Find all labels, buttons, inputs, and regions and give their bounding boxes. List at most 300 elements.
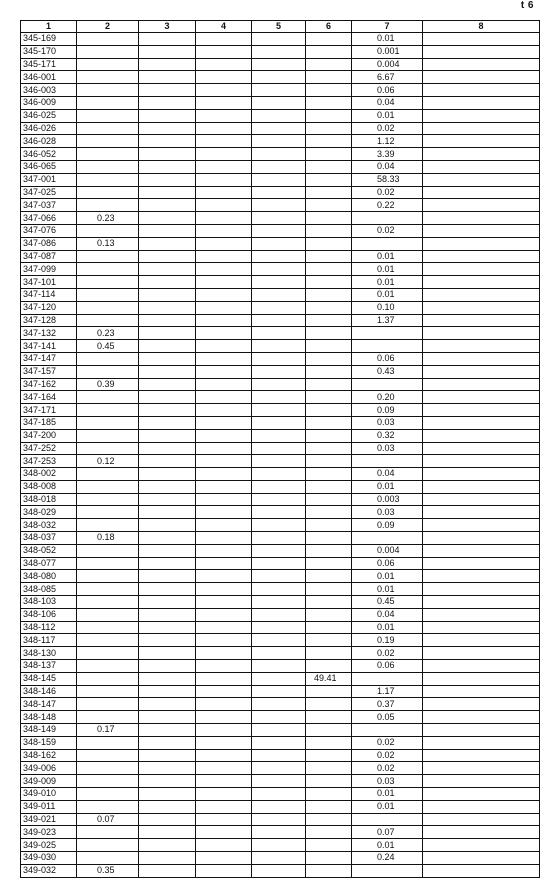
table-cell-col-6 bbox=[306, 263, 352, 276]
table-cell-col-6 bbox=[306, 429, 352, 442]
table-cell-col-8 bbox=[423, 45, 540, 58]
table-cell-col-3 bbox=[139, 58, 196, 71]
table-cell-col-5 bbox=[252, 45, 306, 58]
table-cell-col-3 bbox=[139, 340, 196, 353]
table-cell-col-4 bbox=[196, 864, 252, 877]
table-cell-col-4 bbox=[196, 749, 252, 762]
page-reference: t 6 bbox=[520, 0, 534, 11]
table-row bbox=[21, 71, 540, 84]
table-cell-col-3 bbox=[139, 71, 196, 84]
table-row bbox=[21, 33, 540, 46]
table-cell-col-3 bbox=[139, 570, 196, 583]
table-cell-col-4 bbox=[196, 314, 252, 327]
table-cell-col-6 bbox=[306, 493, 352, 506]
table-cell-col-1: 348-080 bbox=[21, 570, 77, 583]
table-row bbox=[21, 634, 540, 647]
table-cell-col-6 bbox=[306, 148, 352, 161]
table-row bbox=[21, 647, 540, 660]
table-cell-col-5 bbox=[252, 416, 306, 429]
table-cell-col-5 bbox=[252, 288, 306, 301]
table-cell-col-5 bbox=[252, 762, 306, 775]
table-cell-col-6 bbox=[306, 250, 352, 263]
table-cell-col-7: 0.01 bbox=[352, 621, 423, 634]
table-row bbox=[21, 314, 540, 327]
table-cell-col-5 bbox=[252, 455, 306, 468]
table-cell-col-5 bbox=[252, 544, 306, 557]
table-cell-col-3 bbox=[139, 314, 196, 327]
table-cell-col-4 bbox=[196, 276, 252, 289]
table-cell-col-8 bbox=[423, 148, 540, 161]
table-cell-col-7 bbox=[352, 813, 423, 826]
table-row bbox=[21, 250, 540, 263]
table-cell-col-1: 347-253 bbox=[21, 455, 77, 468]
table-cell-col-3 bbox=[139, 724, 196, 737]
table-cell-col-7: 0.03 bbox=[352, 442, 423, 455]
table-row bbox=[21, 327, 540, 340]
table-cell-col-6: 49.41 bbox=[306, 672, 352, 685]
table-cell-col-6 bbox=[306, 660, 352, 673]
table-cell-col-7: 0.04 bbox=[352, 160, 423, 173]
table-cell-col-8 bbox=[423, 852, 540, 865]
table-cell-col-5 bbox=[252, 493, 306, 506]
table-row bbox=[21, 148, 540, 161]
table-row bbox=[21, 224, 540, 237]
table-cell-col-3 bbox=[139, 532, 196, 545]
table-cell-col-1: 347-141 bbox=[21, 340, 77, 353]
table-cell-col-5 bbox=[252, 864, 306, 877]
table-cell-col-1: 348-085 bbox=[21, 583, 77, 596]
table-cell-col-1: 349-030 bbox=[21, 852, 77, 865]
col-header-5: 5 bbox=[252, 21, 306, 33]
table-cell-col-3 bbox=[139, 711, 196, 724]
table-cell-col-7: 0.04 bbox=[352, 608, 423, 621]
table-row bbox=[21, 749, 540, 762]
table-cell-col-5 bbox=[252, 442, 306, 455]
table-cell-col-4 bbox=[196, 544, 252, 557]
table-cell-col-8 bbox=[423, 711, 540, 724]
table-cell-col-2 bbox=[77, 186, 139, 199]
table-cell-col-3 bbox=[139, 391, 196, 404]
table-cell-col-3 bbox=[139, 109, 196, 122]
table-cell-col-3 bbox=[139, 480, 196, 493]
table-cell-col-6 bbox=[306, 711, 352, 724]
table-body bbox=[21, 33, 540, 878]
table-cell-col-6 bbox=[306, 724, 352, 737]
table-cell-col-1: 346-028 bbox=[21, 135, 77, 148]
table-cell-col-1: 348-146 bbox=[21, 685, 77, 698]
table-cell-col-6 bbox=[306, 864, 352, 877]
table-cell-col-1: 347-162 bbox=[21, 378, 77, 391]
table-cell-col-3 bbox=[139, 685, 196, 698]
table-cell-col-5 bbox=[252, 429, 306, 442]
table-cell-col-5 bbox=[252, 96, 306, 109]
table-cell-col-1: 349-025 bbox=[21, 839, 77, 852]
table-row bbox=[21, 788, 540, 801]
table-cell-col-2 bbox=[77, 826, 139, 839]
table-cell-col-2 bbox=[77, 224, 139, 237]
table-cell-col-6 bbox=[306, 685, 352, 698]
table-cell-col-3 bbox=[139, 864, 196, 877]
table-row bbox=[21, 621, 540, 634]
table-cell-col-5 bbox=[252, 621, 306, 634]
table-cell-col-5 bbox=[252, 532, 306, 545]
table-row bbox=[21, 583, 540, 596]
table-cell-col-8 bbox=[423, 109, 540, 122]
table-cell-col-1: 348-162 bbox=[21, 749, 77, 762]
table-cell-col-4 bbox=[196, 839, 252, 852]
table-cell-col-7: 0.32 bbox=[352, 429, 423, 442]
table-cell-col-5 bbox=[252, 391, 306, 404]
table-cell-col-3 bbox=[139, 442, 196, 455]
table-row bbox=[21, 775, 540, 788]
table-cell-col-1: 349-009 bbox=[21, 775, 77, 788]
table-cell-col-4 bbox=[196, 288, 252, 301]
table-cell-col-2 bbox=[77, 749, 139, 762]
table-cell-col-6 bbox=[306, 327, 352, 340]
table-cell-col-5 bbox=[252, 58, 306, 71]
table-cell-col-4 bbox=[196, 532, 252, 545]
table-cell-col-5 bbox=[252, 186, 306, 199]
table-cell-col-5 bbox=[252, 84, 306, 97]
table-cell-col-1: 348-077 bbox=[21, 557, 77, 570]
table-cell-col-6 bbox=[306, 634, 352, 647]
table-cell-col-6 bbox=[306, 45, 352, 58]
table-row bbox=[21, 301, 540, 314]
table-cell-col-3 bbox=[139, 519, 196, 532]
table-cell-col-7: 0.10 bbox=[352, 301, 423, 314]
table-cell-col-6 bbox=[306, 839, 352, 852]
table-cell-col-2 bbox=[77, 480, 139, 493]
table-cell-col-3 bbox=[139, 608, 196, 621]
table-cell-col-2: 0.23 bbox=[77, 327, 139, 340]
table-cell-col-2: 0.07 bbox=[77, 813, 139, 826]
table-cell-col-1: 345-170 bbox=[21, 45, 77, 58]
table-cell-col-8 bbox=[423, 250, 540, 263]
table-cell-col-2 bbox=[77, 544, 139, 557]
table-cell-col-7: 0.02 bbox=[352, 224, 423, 237]
table-cell-col-5 bbox=[252, 800, 306, 813]
table-cell-col-7: 0.02 bbox=[352, 749, 423, 762]
table-cell-col-1: 348-029 bbox=[21, 506, 77, 519]
table-cell-col-3 bbox=[139, 250, 196, 263]
table-cell-col-7: 6.67 bbox=[352, 71, 423, 84]
table-cell-col-4 bbox=[196, 647, 252, 660]
table-cell-col-6 bbox=[306, 480, 352, 493]
table-cell-col-3 bbox=[139, 634, 196, 647]
table-cell-col-8 bbox=[423, 749, 540, 762]
table-cell-col-1: 349-021 bbox=[21, 813, 77, 826]
table-cell-col-1: 348-149 bbox=[21, 724, 77, 737]
table-cell-col-7: 0.01 bbox=[352, 583, 423, 596]
table-cell-col-7: 1.37 bbox=[352, 314, 423, 327]
table-cell-col-1: 348-032 bbox=[21, 519, 77, 532]
table-row bbox=[21, 660, 540, 673]
table-row bbox=[21, 493, 540, 506]
table-cell-col-8 bbox=[423, 84, 540, 97]
table-row bbox=[21, 468, 540, 481]
table-cell-col-1: 348-147 bbox=[21, 698, 77, 711]
table-cell-col-1: 346-009 bbox=[21, 96, 77, 109]
table-cell-col-1: 348-137 bbox=[21, 660, 77, 673]
table-row bbox=[21, 519, 540, 532]
table-cell-col-8 bbox=[423, 314, 540, 327]
table-cell-col-4 bbox=[196, 122, 252, 135]
table-cell-col-4 bbox=[196, 468, 252, 481]
table-cell-col-6 bbox=[306, 135, 352, 148]
table-cell-col-5 bbox=[252, 212, 306, 225]
table-row bbox=[21, 84, 540, 97]
table-cell-col-8 bbox=[423, 33, 540, 46]
table-cell-col-6 bbox=[306, 468, 352, 481]
table-cell-col-7: 0.03 bbox=[352, 775, 423, 788]
table-cell-col-2 bbox=[77, 596, 139, 609]
table-row bbox=[21, 506, 540, 519]
table-cell-col-5 bbox=[252, 570, 306, 583]
table-cell-col-7 bbox=[352, 378, 423, 391]
table-cell-col-7: 0.01 bbox=[352, 263, 423, 276]
table-cell-col-3 bbox=[139, 288, 196, 301]
table-cell-col-4 bbox=[196, 557, 252, 570]
table-cell-col-1: 346-003 bbox=[21, 84, 77, 97]
table-cell-col-6 bbox=[306, 608, 352, 621]
table-cell-col-7: 0.02 bbox=[352, 762, 423, 775]
table-cell-col-2 bbox=[77, 122, 139, 135]
table-row bbox=[21, 800, 540, 813]
table-cell-col-7: 0.09 bbox=[352, 519, 423, 532]
table-cell-col-4 bbox=[196, 813, 252, 826]
table-cell-col-6 bbox=[306, 813, 352, 826]
table-row bbox=[21, 340, 540, 353]
table-cell-col-3 bbox=[139, 263, 196, 276]
table-cell-col-4 bbox=[196, 519, 252, 532]
table-cell-col-2 bbox=[77, 58, 139, 71]
table-cell-col-4 bbox=[196, 672, 252, 685]
table-cell-col-8 bbox=[423, 480, 540, 493]
table-cell-col-4 bbox=[196, 109, 252, 122]
table-cell-col-4 bbox=[196, 365, 252, 378]
table-cell-col-4 bbox=[196, 378, 252, 391]
table-cell-col-5 bbox=[252, 749, 306, 762]
table-cell-col-2 bbox=[77, 557, 139, 570]
table-cell-col-1: 348-037 bbox=[21, 532, 77, 545]
table-cell-col-4 bbox=[196, 391, 252, 404]
table-cell-col-6 bbox=[306, 288, 352, 301]
table-cell-col-4 bbox=[196, 596, 252, 609]
table-cell-col-1: 346-065 bbox=[21, 160, 77, 173]
table-cell-col-2 bbox=[77, 173, 139, 186]
table-cell-col-1: 347-252 bbox=[21, 442, 77, 455]
table-cell-col-6 bbox=[306, 596, 352, 609]
table-cell-col-1: 347-087 bbox=[21, 250, 77, 263]
table-cell-col-2 bbox=[77, 468, 139, 481]
table-cell-col-8 bbox=[423, 788, 540, 801]
table-cell-col-1: 348-130 bbox=[21, 647, 77, 660]
table-cell-col-7 bbox=[352, 672, 423, 685]
table-cell-col-8 bbox=[423, 864, 540, 877]
table-cell-col-8 bbox=[423, 404, 540, 417]
table-cell-col-5 bbox=[252, 583, 306, 596]
table-cell-col-5 bbox=[252, 519, 306, 532]
table-cell-col-5 bbox=[252, 378, 306, 391]
table-row bbox=[21, 416, 540, 429]
table-cell-col-3 bbox=[139, 327, 196, 340]
table-cell-col-6 bbox=[306, 365, 352, 378]
table-cell-col-3 bbox=[139, 378, 196, 391]
table-cell-col-8 bbox=[423, 263, 540, 276]
table-cell-col-5 bbox=[252, 736, 306, 749]
table-cell-col-3 bbox=[139, 647, 196, 660]
table-cell-col-5 bbox=[252, 775, 306, 788]
table-cell-col-6 bbox=[306, 519, 352, 532]
table-cell-col-6 bbox=[306, 416, 352, 429]
table-cell-col-1: 348-008 bbox=[21, 480, 77, 493]
table-cell-col-8 bbox=[423, 237, 540, 250]
table-cell-col-7: 0.01 bbox=[352, 250, 423, 263]
table-cell-col-3 bbox=[139, 813, 196, 826]
table-cell-col-8 bbox=[423, 493, 540, 506]
table-cell-col-1: 346-052 bbox=[21, 148, 77, 161]
table-cell-col-6 bbox=[306, 352, 352, 365]
table-cell-col-8 bbox=[423, 596, 540, 609]
table-cell-col-1: 347-066 bbox=[21, 212, 77, 225]
table-cell-col-7 bbox=[352, 455, 423, 468]
table-cell-col-2 bbox=[77, 519, 139, 532]
table-cell-col-2 bbox=[77, 404, 139, 417]
table-cell-col-7: 0.004 bbox=[352, 58, 423, 71]
table-cell-col-3 bbox=[139, 186, 196, 199]
table-cell-col-4 bbox=[196, 135, 252, 148]
table-cell-col-3 bbox=[139, 212, 196, 225]
table-cell-col-4 bbox=[196, 84, 252, 97]
table-cell-col-2 bbox=[77, 839, 139, 852]
table-cell-col-5 bbox=[252, 199, 306, 212]
table-cell-col-8 bbox=[423, 468, 540, 481]
table-cell-col-2 bbox=[77, 621, 139, 634]
table-cell-col-3 bbox=[139, 544, 196, 557]
table-cell-col-1: 347-037 bbox=[21, 199, 77, 212]
table-cell-col-2 bbox=[77, 365, 139, 378]
table-cell-col-8 bbox=[423, 135, 540, 148]
table-cell-col-8 bbox=[423, 544, 540, 557]
table-row bbox=[21, 480, 540, 493]
table-cell-col-5 bbox=[252, 148, 306, 161]
table-cell-col-3 bbox=[139, 84, 196, 97]
table-row bbox=[21, 378, 540, 391]
table-row bbox=[21, 122, 540, 135]
table-row bbox=[21, 544, 540, 557]
table-cell-col-8 bbox=[423, 442, 540, 455]
table-row bbox=[21, 160, 540, 173]
table-cell-col-8 bbox=[423, 506, 540, 519]
table-cell-col-3 bbox=[139, 301, 196, 314]
table-cell-col-4 bbox=[196, 493, 252, 506]
table-cell-col-1: 349-011 bbox=[21, 800, 77, 813]
table-cell-col-2 bbox=[77, 314, 139, 327]
table-row bbox=[21, 237, 540, 250]
table-cell-col-6 bbox=[306, 33, 352, 46]
table-row bbox=[21, 839, 540, 852]
table-cell-col-3 bbox=[139, 404, 196, 417]
table-cell-col-7: 0.24 bbox=[352, 852, 423, 865]
table-cell-col-2 bbox=[77, 698, 139, 711]
table-cell-col-3 bbox=[139, 788, 196, 801]
table-cell-col-7 bbox=[352, 340, 423, 353]
table-cell-col-2 bbox=[77, 660, 139, 673]
table-cell-col-1: 348-145 bbox=[21, 672, 77, 685]
table-cell-col-4 bbox=[196, 186, 252, 199]
table-cell-col-3 bbox=[139, 160, 196, 173]
table-cell-col-3 bbox=[139, 122, 196, 135]
table-cell-col-8 bbox=[423, 583, 540, 596]
table-cell-col-3 bbox=[139, 135, 196, 148]
table-cell-col-1: 347-099 bbox=[21, 263, 77, 276]
table-cell-col-5 bbox=[252, 813, 306, 826]
table-cell-col-4 bbox=[196, 442, 252, 455]
table-cell-col-2 bbox=[77, 352, 139, 365]
table-cell-col-5 bbox=[252, 314, 306, 327]
table-cell-col-8 bbox=[423, 58, 540, 71]
table-cell-col-3 bbox=[139, 96, 196, 109]
table-cell-col-2 bbox=[77, 647, 139, 660]
table-cell-col-5 bbox=[252, 135, 306, 148]
table-cell-col-8 bbox=[423, 224, 540, 237]
table-cell-col-2: 0.23 bbox=[77, 212, 139, 225]
table-cell-col-3 bbox=[139, 621, 196, 634]
table-cell-col-2 bbox=[77, 84, 139, 97]
table-cell-col-8 bbox=[423, 212, 540, 225]
table-cell-col-7: 0.01 bbox=[352, 288, 423, 301]
table-cell-col-7: 0.02 bbox=[352, 647, 423, 660]
table-cell-col-1: 345-169 bbox=[21, 33, 77, 46]
table-row bbox=[21, 557, 540, 570]
table-cell-col-1: 347-001 bbox=[21, 173, 77, 186]
table-cell-col-4 bbox=[196, 826, 252, 839]
table-row bbox=[21, 570, 540, 583]
table-cell-col-7 bbox=[352, 212, 423, 225]
table-cell-col-6 bbox=[306, 570, 352, 583]
table-cell-col-7: 0.01 bbox=[352, 570, 423, 583]
table-row bbox=[21, 263, 540, 276]
table-cell-col-1: 348-112 bbox=[21, 621, 77, 634]
table-cell-col-2 bbox=[77, 109, 139, 122]
table-row bbox=[21, 135, 540, 148]
table-cell-col-6 bbox=[306, 109, 352, 122]
table-cell-col-1: 347-157 bbox=[21, 365, 77, 378]
table-cell-col-5 bbox=[252, 109, 306, 122]
table-cell-col-2 bbox=[77, 672, 139, 685]
table-row bbox=[21, 173, 540, 186]
table-cell-col-1: 348-159 bbox=[21, 736, 77, 749]
table-cell-col-2 bbox=[77, 608, 139, 621]
table-cell-col-5 bbox=[252, 557, 306, 570]
table-cell-col-4 bbox=[196, 800, 252, 813]
table-cell-col-5 bbox=[252, 468, 306, 481]
table-cell-col-7: 1.17 bbox=[352, 685, 423, 698]
table-cell-col-7: 0.004 bbox=[352, 544, 423, 557]
table-cell-col-3 bbox=[139, 762, 196, 775]
table-cell-col-5 bbox=[252, 71, 306, 84]
table-cell-col-1: 347-120 bbox=[21, 301, 77, 314]
table-cell-col-4 bbox=[196, 352, 252, 365]
table-cell-col-4 bbox=[196, 250, 252, 263]
table-cell-col-8 bbox=[423, 839, 540, 852]
col-header-8: 8 bbox=[423, 21, 540, 33]
table-cell-col-6 bbox=[306, 442, 352, 455]
table-cell-col-3 bbox=[139, 852, 196, 865]
table-cell-col-1: 347-164 bbox=[21, 391, 77, 404]
table-cell-col-2 bbox=[77, 852, 139, 865]
table-cell-col-5 bbox=[252, 352, 306, 365]
